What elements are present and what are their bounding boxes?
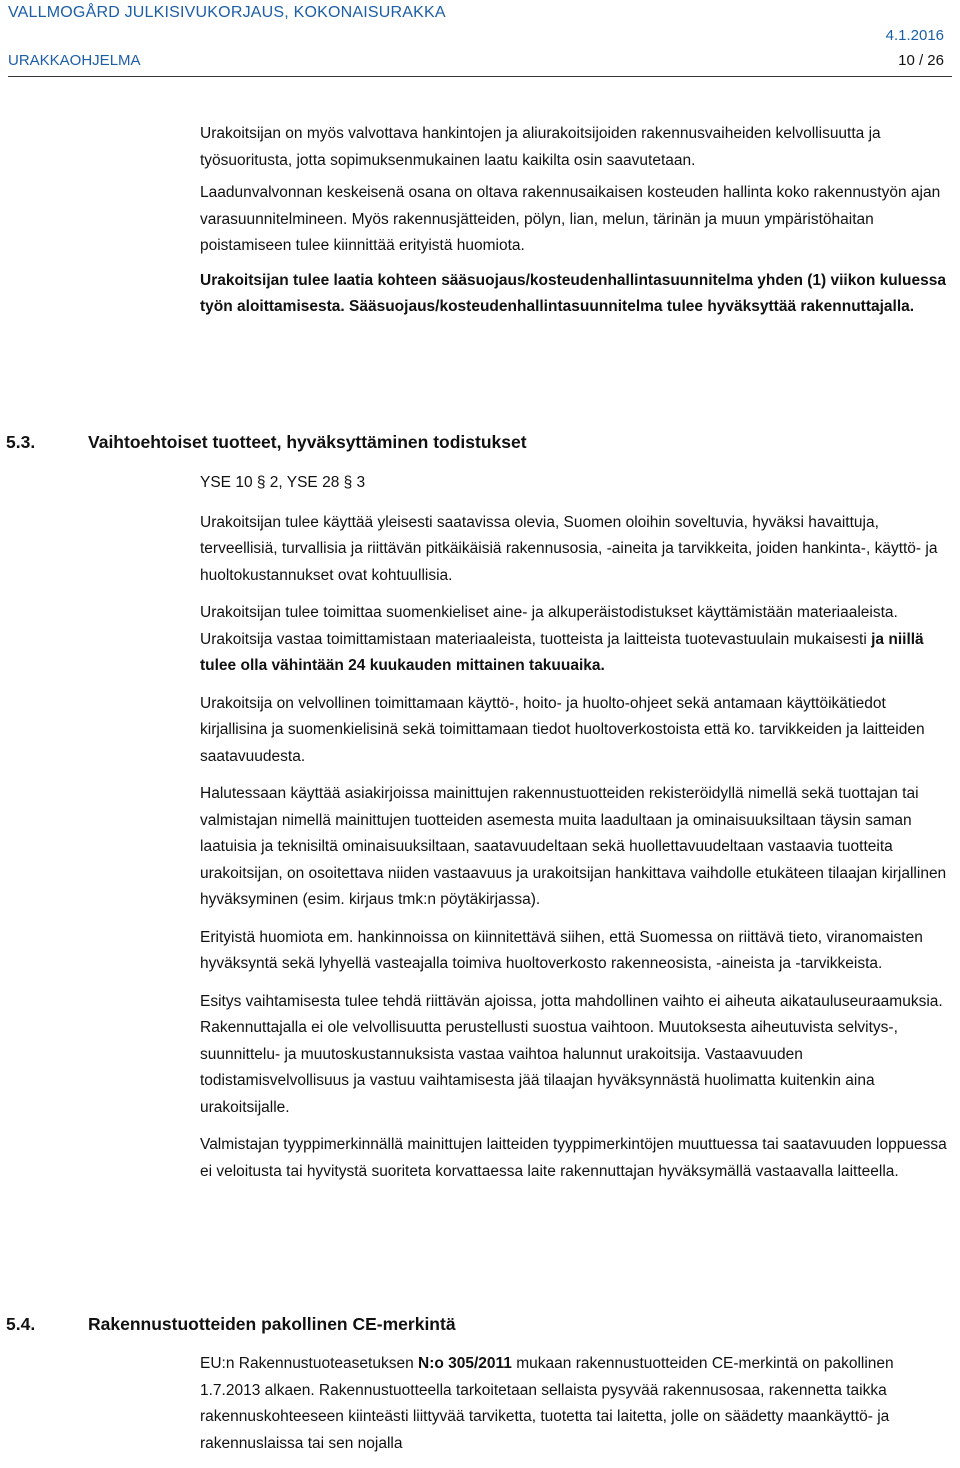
- section-number: 5.4.: [6, 1314, 36, 1334]
- section-5-3-paragraph-6: Esitys vaihtamisesta tulee tehdä riittävän ajoissa, jotta mahdollinen vaihto ei aiheuta aikatauluseuraamuksia. Rakennuttajalla ei ole velvollisuutta perustellusti suostua vaihtoon. Muutoksesta aiheutuvista selvitys-, suunnittelu- ja muutoskustannuksista vastaa vaihtoa halunnut urakoitsija. Vastaavuuden todistamisvelvollisuus ja vastuu vaihtamisesta jää tilaajan hyväksynnästä huolimatta kuitenkin aina urakoitsijalle.: [200, 992, 943, 1116]
- header-divider: [8, 76, 952, 77]
- section-number: 5.3.: [6, 432, 36, 452]
- regulation-number: N:o 305/2011: [418, 1355, 512, 1372]
- section-heading-5-4: [6, 1314, 456, 1335]
- intro-paragraph-3: Urakoitsijan tulee laatia kohteen sääsuojaus/kosteudenhallintasuunnitelma yhden (1) viikon kuluessa työn aloittamisesta. Sääsuojaus/kosteudenhallintasuunnitelma tulee hyväksyttää rakennuttajalla.: [200, 271, 946, 315]
- warranty-requirement: ja niillä tulee olla vähintään 24 kuukauden mittainen takuuaika.: [200, 630, 924, 674]
- section-5-3-paragraph-3: Urakoitsija on velvollinen toimittamaan käyttö-, hoito- ja huolto-ohjeet sekä antamaan käyttöikätiedot kirjallisina ja suomenkielisinä sekä toimittamaan tiedot huoltoverkostoista että ko. tarvikkeiden ja laitteiden saatavuudesta.: [200, 694, 925, 765]
- section-5-4-paragraph-1a: EU:n Rakennustuoteasetuksen: [200, 1355, 418, 1372]
- intro-paragraph-2a: Laadunvalvonnan keskeisenä osana on oltava rakennusaikaisen kosteuden hallinta koko rakennustyön ajan varasuunnitelmineen.: [200, 184, 941, 228]
- section-5-3-paragraph-7: Valmistajan tyyppimerkinnällä mainittujen laitteiden tyyppimerkintöjen muuttuessa tai saatavuuden loppuessa ei veloitusta tai hyvitystä suoriteta korvattaessa laite rakennuttajan hyväksymällä vastaavalla laitteella.: [200, 1136, 947, 1180]
- section-title: Vaihtoehtoiset tuotteet, hyväksyttäminen todistukset: [88, 432, 527, 452]
- section-reference: YSE 10 § 2, YSE 28 § 3: [200, 474, 366, 491]
- section-5-3-paragraph-4: Halutessaan käyttää asiakirjoissa mainittujen rakennustuotteiden rekisteröidyllä nimellä sekä tuottajan tai valmistajan nimellä mainittujen tuotteiden asemesta muita laadultaan ja ominaisuuksiltaan täysin saman laatuisia ja teknisiltä ominaisuuksiltaan, saatavuudeltaan sekä huollettavuudeltaan vastaavia tuotteita urakoitsijan, on osoitettava niiden vastaavuus ja urakoitsijan hankittava vaihdolle etukäteen tilaajan kirjallinen hyväksyminen (esim. kirjaus tmk:n pöytäkirjassa).: [200, 785, 947, 908]
- document-date: 4.1.2016: [885, 27, 944, 44]
- section-5-3-paragraph-2a: Urakoitsijan tulee toimittaa suomenkieliset aine- ja alkuperäistodistukset käyttämistään materiaaleista. Urakoitsija vastaa toimittamistaan materiaaleista, tuotteista ja laitteista tuotevastuulain mukaisesti: [200, 604, 898, 648]
- document-title: VALLMOGÅRD JULKISIVUKORJAUS, KOKONAISURAKKA: [8, 4, 446, 21]
- intro-paragraph-1: Urakoitsijan on myös valvottava hankintojen ja aliurakoitsijoiden rakennusvaiheiden kelvollisuutta ja työsuoritusta, jotta sopimuksenmukainen laatu kaikilta osin saavutetaan.: [200, 125, 881, 169]
- page-number: 10 / 26: [898, 52, 944, 69]
- section-5-4-paragraph-1: [200, 1351, 955, 1457]
- section-5-3-paragraph-1: Urakoitsijan tulee käyttää yleisesti saatavissa olevia, Suomen oloihin soveltuvia, hyväksi havaittuja, terveellisiä, turvallisia ja riittävän pitkäikäisiä rakennusosia, -aineita ja tarvikkeita, joiden hankinta-, käyttö- ja huoltokustannukset ovat kohtuullisia.: [200, 513, 938, 584]
- section-5-4-content: [200, 1351, 955, 1468]
- section-5-3-content: [200, 470, 955, 1196]
- intro-content: [200, 121, 955, 332]
- section-5-4-paragraph-1c: mukaan rakennustuotteiden CE-merkintä on pakollinen 1.7.2013 alkaen. Rakennustuotteella tarkoitetaan sellaista pysyvää rakennusosaa, rakennetta taikka rakennuskohteeseen kiinteästi liittyvää tarviketta, tuotetta tai laitetta, jolle on säädetty maankäyttö- ja rakennuslaissa tai sen nojalla: [200, 1355, 894, 1452]
- section-heading-5-3: [6, 432, 527, 453]
- section-title: Rakennustuotteiden pakollinen CE-merkintä: [88, 1314, 456, 1334]
- section-5-3-paragraph-5: Erityistä huomiota em. hankinnoissa on kiinnitettävä siihen, että Suomessa on riittävä tieto, viranomaisten hyväksyntä sekä lyhyellä vasteajalla toimiva huoltoverkosto rakenneosista, -aineista ja -tarvikkeista.: [200, 928, 923, 972]
- section-5-3-paragraph-2: [200, 600, 955, 680]
- intro-paragraph-2: [200, 180, 955, 260]
- document-subtitle: URAKKAOHJELMA: [8, 52, 141, 69]
- intro-paragraph-2b: Myös rakennusjätteiden, pölyn, lian, melun, tärinän ja muun ympäristöhaitan poistamiseen tulee kiinnittää erityistä huomiota.: [200, 210, 874, 254]
